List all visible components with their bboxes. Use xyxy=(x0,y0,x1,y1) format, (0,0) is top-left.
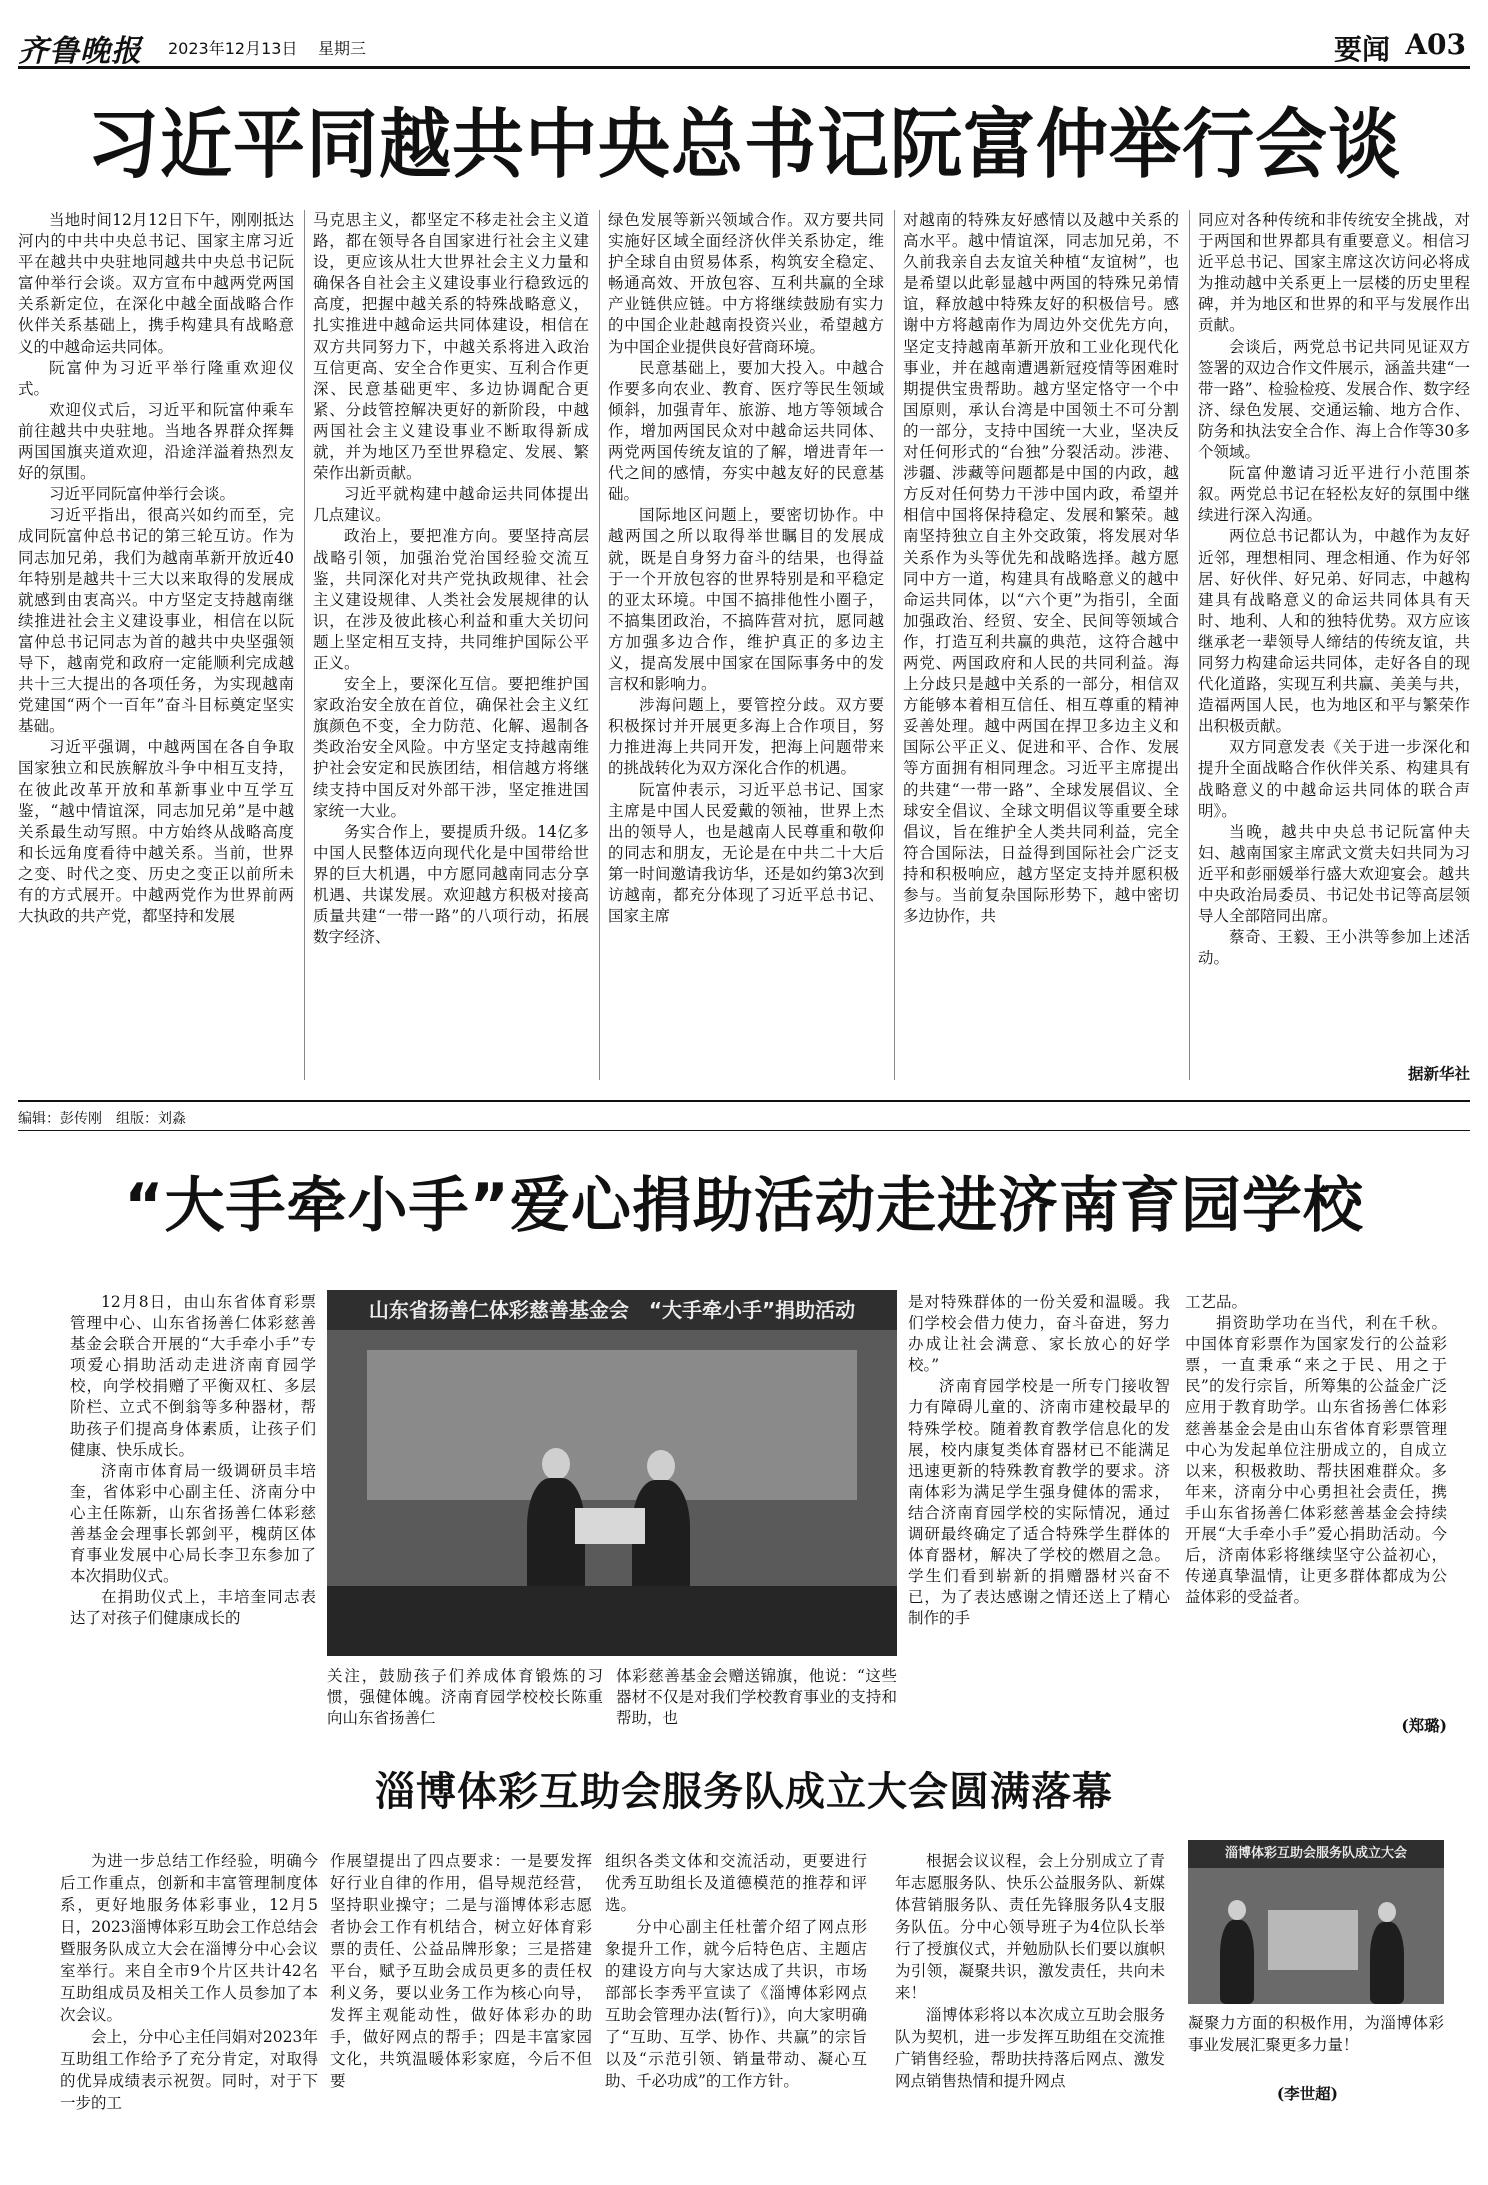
paragraph: 会谈后，两党总书记共同见证双方签署的双边合作文件展示，涵盖共建“一带一路”、检验检疫、发展合作、数字经济、绿色发展、交通运输、地方合作、防务和执法安全合作、海上合作等30多个领域。 xyxy=(1198,337,1470,462)
article1-column-4 xyxy=(903,210,1179,1080)
article1-column-5 xyxy=(1198,210,1470,1060)
article3-photo xyxy=(1188,1840,1444,2004)
paragraph: 体彩慈善基金会赠送锦旗，他说：“这些器材不仅是对我们学校教育事业的支持和帮助，也 xyxy=(616,1667,897,1728)
paragraph: 阮富仲邀请习近平进行小范围茶叙。两党总书记在轻松友好的氛围中继续进行深入沟通。 xyxy=(1198,464,1470,525)
article1-column-3 xyxy=(608,210,884,1080)
paragraph: 务实合作上，要提质升级。14亿多中国人民整体迈向现代化是中国带给世界的巨大机遇，中方愿同越南同志分享机遇、共谋发展。欢迎越方积极对接高质量共建“一带一路”的八项行动，拓展数字经济、 xyxy=(313,822,589,947)
paragraph: 分中心副主任杜蕾介绍了网点形象提升工作，就今后特色店、主题店的建设方向与大家达成了共识，市场部部长李秀平宣读了《淄博体彩网点互助会管理办法(暂行)》，向大家明确了“互助、互学、协作、共赢”的宗旨以及“示范引领、销量带动、凝心互助、千必功成”的工作方针。 xyxy=(605,1918,867,2090)
paragraph: 工艺品。 xyxy=(1185,1293,1248,1311)
article3-column-5 xyxy=(1188,2012,1444,2078)
paragraph: 当地时间12月12日下午，刚刚抵达河内的中共中央总书记、国家主席习近平在越共中央驻地同越共中央总书记阮富仲举行会谈。双方宣布中越两党两国关系新定位，在深化中越全面战略合作伙伴关系基础上，携手构建具有战略意义的中越命运共同体。 xyxy=(18,211,294,356)
paragraph: 在捐助仪式上，丰培奎同志表达了对孩子们健康成长的 xyxy=(70,1588,316,1628)
article2-photo-banner: 山东省扬善仁体彩慈善基金会 “大手牵小手”捐助活动 xyxy=(327,1290,897,1330)
article3-headline: 淄博体彩互助会服务队成立大会圆满落幕 xyxy=(375,1768,1113,1815)
paragraph: 两位总书记都认为，中越作为友好近邻，理想相同、理念相通、作为好邻居、好伙伴、好兄弟、好同志，中越构建具有战略意义的命运共同体具有天时、地利、人和的独特优势。双方应该继承老一辈领导人缔结的传统友谊，共同努力构建命运共同体，走好各自的现代化道路，实现互利共赢、美美与共，造福两国人民，也为地区和平与繁荣作出积极贡献。 xyxy=(1198,527,1470,736)
paragraph: 是对特殊群体的一份关爱和温暖。我们学校会借力使力，奋斗奋进，努力办成让社会满意、家长放心的好学校。” xyxy=(908,1293,1170,1375)
article2-under-photo-right xyxy=(616,1666,897,1730)
article2-column-5 xyxy=(1185,1292,1447,1714)
masthead xyxy=(18,22,1470,69)
paragraph: 绿色发展等新兴领域合作。双方要共同实施好区域全面经济伙伴关系协定，维护全球自由贸易体系，构筑安全稳定、畅通高效、开放包容、互利共赢的全球产业链供应链。中方将继续鼓励有实力的中国企业赴越南投资兴业，希望越方为中国企业提供良好营商环境。 xyxy=(608,211,884,356)
paragraph: 阮富仲为习近平举行隆重欢迎仪式。 xyxy=(18,358,294,398)
article3-column-2 xyxy=(330,1850,592,2180)
paragraph: 阮富仲表示，习近平总书记、国家主席是中国人民爱戴的领袖，世界上杰出的领导人，也是越南人民尊重和敬仰的同志和朋友，无论是在中共二十大后第一时间邀请我访华，还是如约第3次到访越南，都充分体现了习近平总书记、国家主席 xyxy=(608,780,884,926)
paragraph: 会上，分中心主任闫娟对2023年互助组工作给予了充分肯定，对取得的优异成绩表示祝贺。同时，对于下一步的工 xyxy=(60,2028,318,2112)
article2-column-4 xyxy=(908,1292,1170,1730)
paragraph: 捐资助学功在当代，利在千秋。中国体育彩票作为国家发行的公益彩票，一直秉承“来之于民、用之于民”的发行宗旨，所筹集的公益金广泛应用于教育助学。山东省扬善仁体彩慈善基金会是由山东省体育彩票管理中心为发起单位注册成立的，自成立以来，积极救助、帮扶困难群众。多年来，济南分中心勇担社会责任，携手山东省扬善仁体彩慈善基金会持续开展“大手牵小手”爱心捐助活动。今后，济南体彩将继续坚守公益初心，传递真挚温情，让更多群体都成为公益体彩的受益者。 xyxy=(1185,1314,1447,1607)
issue-date: 2023年12月13日 xyxy=(168,39,298,58)
article1-headline: 习近平同越共中央总书记阮富仲举行会谈 xyxy=(86,100,1401,189)
article2-credit: (郑璐) xyxy=(1401,1716,1447,1735)
paragraph: 济南育园学校是一所专门接收智力有障碍儿童的、济南市建校最早的特殊学校。随着教育教学信息化的发展，校内康复类体育器材已不能满足迅速更新的特殊教育教学的要求。济南体彩为满足学生强身健体的需求，结合济南育园学校的实际情况，通过调研最终确定了适合特殊学生群体的体育器材，解决了学校的燃眉之急。学生们看到崭新的捐赠器材兴奋不已，为了表达感谢之情还送上了精心制作的手 xyxy=(908,1377,1170,1628)
article2-column-1 xyxy=(70,1292,316,1730)
paragraph: 同应对各种传统和非传统安全挑战，对于两国和世界都具有重要意义。相信习近平总书记、国家主席这次访问必将成为推动越中关系更上一层楼的历史里程碑，并为地区和世界的和平与发展作出贡献。 xyxy=(1198,211,1470,335)
newspaper-logo: 齐鲁晚报 xyxy=(18,34,142,69)
paragraph: 12月8日，由山东省体育彩票管理中心、山东省扬善仁体彩慈善基金会联合开展的“大手牵小手”专项爱心捐助活动走进济南育园学校，向学校捐赠了平衡双杠、多层阶栏、立式不倒翁等多种器材，帮助孩子们提高身体素质，让孩子们健康、快乐成长。 xyxy=(70,1293,316,1459)
page-number: A03 xyxy=(1405,28,1466,61)
paragraph: 双方同意发表《关于进一步深化和提升全面战略合作伙伴关系、构建具有战略意义的中越命运共同体的联合声明》。 xyxy=(1198,738,1470,820)
paragraph: 组织各类文体和交流活动，更要进行优秀互助组长及道德模范的推荐和评选。 xyxy=(605,1852,867,1914)
paragraph: 习近平同阮富仲举行会谈。 xyxy=(49,485,236,504)
paragraph: 济南市体育局一级调研员丰培奎，省体彩中心副主任、济南分中心主任陈新，山东省扬善仁体彩慈善基金会理事长郭剑平，槐荫区体育事业发展中心局长李卫东参加了本次捐助仪式。 xyxy=(70,1461,316,1586)
article1-credit: 据新华社 xyxy=(1407,1064,1470,1083)
article1-column-2 xyxy=(313,210,589,1080)
paragraph: 涉海问题上，要管控分歧。双方要积极探讨并开展更多海上合作项目，努力推进海上共同开发，把海上问题带来的挑战转化为双方深化合作的机遇。 xyxy=(608,696,884,778)
paragraph: 习近平强调，中越两国在各自争取国家独立和民族解放斗争中相互支持，在彼此改革开放和革新事业中互学互鉴，“越中情谊深，同志加兄弟”是中越关系最生动写照。中方始终从战略高度和长远角度看待中越关系。当前，世界之变、时代之变、历史之变正以前所未有的方式展开。中越两党作为世界前两大执政的共产党，都坚持和发展 xyxy=(18,738,294,926)
article2-photo xyxy=(327,1290,897,1656)
paragraph: 根据会议议程，会上分别成立了青年志愿服务队、快乐公益服务队、新媒体营销服务队、责任先锋服务队4支服务队伍。分中心领导班子为4位队长举行了授旗仪式，并勉励队长们要以旗帜为引领，凝聚共识，激发责任，共向未来！ xyxy=(895,1852,1165,2002)
paragraph: 民意基础上，要加大投入。中越合作要多向农业、教育、医疗等民生领域倾斜，加强青年、旅游、地方等领域合作，增加两国民众对中越命运共同体、两党两国传统友谊的了解，增进青年一代之间的感情，夯实中越友好的民意基础。 xyxy=(608,358,884,504)
paragraph: 凝聚力方面的积极作用，为淄博体彩事业发展汇聚更多力量！ xyxy=(1188,2014,1444,2054)
paragraph: 习近平指出，很高兴如约而至，完成同阮富仲总书记的第三轮互访。作为同志加兄弟，我们为越南革新开放近40年特别是越共十三大以来取得的发展成就感到由衷高兴。中方坚定支持越南继续推进社会主义建设事业，相信在以阮富仲总书记同志为首的越共中央坚强领导下，越南党和政府一定能顺利完成越共十三大提出的各项任务，为实现越南党建国“两个一百年”奋斗目标奠定坚实基础。 xyxy=(18,506,294,736)
issue-weekday: 星期三 xyxy=(318,39,367,58)
paragraph: 作展望提出了四点要求：一是要发挥好行业自律的作用，倡导规范经营，坚持职业操守；二是与淄博体彩志愿者协会工作有机结合，树立好体育彩票的责任、公益品牌形象；三是搭建平台，赋予互助会成员更多的责任权利义务，要以业务工作为核心向导，发挥主观能动性，做好体彩办的助手，做好网点的帮手；四是丰富家园文化，共筑温暖体彩家庭，今后不但要 xyxy=(330,1852,592,2090)
paragraph: 当晚，越共中央总书记阮富仲夫妇、越南国家主席武文赏夫妇共同为习近平和彭丽媛举行盛大欢迎宴会。越共中央政治局委员、书记处书记等高层领导人全部陪同出席。 xyxy=(1198,822,1470,926)
section-name: 要闻 xyxy=(1333,33,1390,66)
article3-column-4 xyxy=(895,1850,1165,2180)
article3-column-3 xyxy=(605,1850,867,2180)
paragraph: 欢迎仪式后，习近平和阮富仲乘车前往越共中央驻地。当地各界群众挥舞两国国旗夹道欢迎，沿途洋溢着热烈友好的氛围。 xyxy=(18,400,294,483)
paragraph: 对越南的特殊友好感情以及越中关系的高水平。越中情谊深，同志加兄弟，不久前我亲自去友谊关种植“友谊树”，也是希望以此彰显越中两国的特殊兄弟情谊，释放越中特殊友好的积极信号。感谢中方将越南作为周边外交优先方向，坚定支持越南革新开放和工业化现代化事业，并在越南遭遇新冠疫情等困难时期提供宝贵帮助。越方坚定恪守一个中国原则，承认台湾是中国领土不可分割的一部分，支持中国统一大业，坚决反对任何形式的“台独”分裂活动。涉港、涉疆、涉藏等问题都是中国的内政，越方反对任何势力干涉中国内政，希望并相信中国将保持稳定、发展和繁荣。越南坚持独立自主外交政策，将发展对华关系作为头等优先和战略选择。越方愿同中方一道，构建具有战略意义的越中命运共同体，以“六个更”为指引，全面加强政治、经贸、安全、民间等领域合作，打造互利共赢的典范，这符合越中两党、两国政府和人民的共同利益。海上分歧只是越中关系的一部分，相信双方能够本着相互信任、相互尊重的精神妥善处理。越中两国在捍卫多边主义和国际公平正义、促进和平、合作、发展等方面拥有相同理念。习近平主席提出的共建“一带一路”、全球发展倡议、全球安全倡议、全球文明倡议等重要全球倡议，旨在维护全人类共同利益，完全符合国际法，日益得到国际社会广泛支持和积极响应，越方坚定支持并愿积极参与。当前复杂国际形势下，越中密切多边协作，共 xyxy=(903,211,1179,926)
article1-column-1 xyxy=(18,210,294,1080)
paragraph: 蔡奇、王毅、王小洪等参加上述活动。 xyxy=(1198,928,1470,968)
editor-line: 编辑：彭传刚 组版：刘淼 xyxy=(18,1111,186,1127)
paragraph: 安全上，要深化互信。要把维护国家政治安全放在首位，确保社会主义红旗颜色不变，全力防范、化解、遏制各类政治安全风险。中方坚定支持越南维护社会安定和民族团结，相信越方将继续支持中国反对外部干涉，坚定推进国家统一大业。 xyxy=(313,675,589,820)
article3-column-1 xyxy=(60,1850,318,2180)
paragraph: 淄博体彩将以本次成立互助会服务队为契机，进一步发挥互助组在交流推广销售经验，帮助扶持落后网点、激发网点销售热情和提升网点 xyxy=(895,2006,1165,2090)
paragraph: 为进一步总结工作经验，明确今后工作重点，创新和丰富管理制度体系，更好地服务体彩事业，12月5日，2023淄博体彩互助会工作总结会暨服务队成立大会在淄博分中心会议室举行。来自全市9个片区共计42名互助组成员及相关工作人员参加了本次会议。 xyxy=(60,1852,318,2024)
paragraph: 关注，鼓励孩子们养成体育锻炼的习惯，强健体魄。济南育园学校校长陈重向山东省扬善仁 xyxy=(327,1667,603,1728)
article2-under-photo-left xyxy=(327,1666,603,1730)
paragraph: 政治上，要把准方向。要坚持高层战略引领，加强治党治国经验交流互鉴，共同深化对共产党执政规律、社会主义建设规律、人类社会发展规律的认识，在涉及彼此核心利益和重大关切问题上坚定相互支持，共同维护国际公平正义。 xyxy=(313,527,589,672)
article2-headline: “大手牵小手”爱心捐助活动走进济南育园学校 xyxy=(124,1171,1364,1241)
article3-photo-banner: 淄博体彩互助会服务队成立大会 xyxy=(1188,1840,1444,1868)
article3-credit: (李世超) xyxy=(1276,2084,1338,2103)
paragraph: 国际地区问题上，要密切协作。中越两国之所以取得举世瞩目的发展成就，既是自身努力奋斗的结果，也得益于一个开放包容的世界特别是和平稳定的亚太环境。中国不搞排他性小圈子，不搞集团政治，不搞阵营对抗，愿同越方加强多边合作，维护真正的多边主义，提高发展中国家在国际事务中的发言权和影响力。 xyxy=(608,506,884,694)
paragraph: 马克思主义，都坚定不移走社会主义道路，都在领导各自国家进行社会主义建设，更应该从壮大世界社会主义力量和确保各自社会主义建设事业行稳致远的高度，把握中越关系的特殊战略意义，扎实推进中越命运共同体建设，相信在双方共同努力下，中越关系将进入政治互信更高、安全合作更实、互利合作更深、民意基础更牢、多边协调配合更紧、分歧管控解决更好的新阶段，中越两国社会主义建设事业不断取得新成就，并为地区乃至世界稳定、发展、繁荣作出新贡献。 xyxy=(313,211,589,483)
paragraph: 习近平就构建中越命运共同体提出几点建议。 xyxy=(313,485,589,525)
